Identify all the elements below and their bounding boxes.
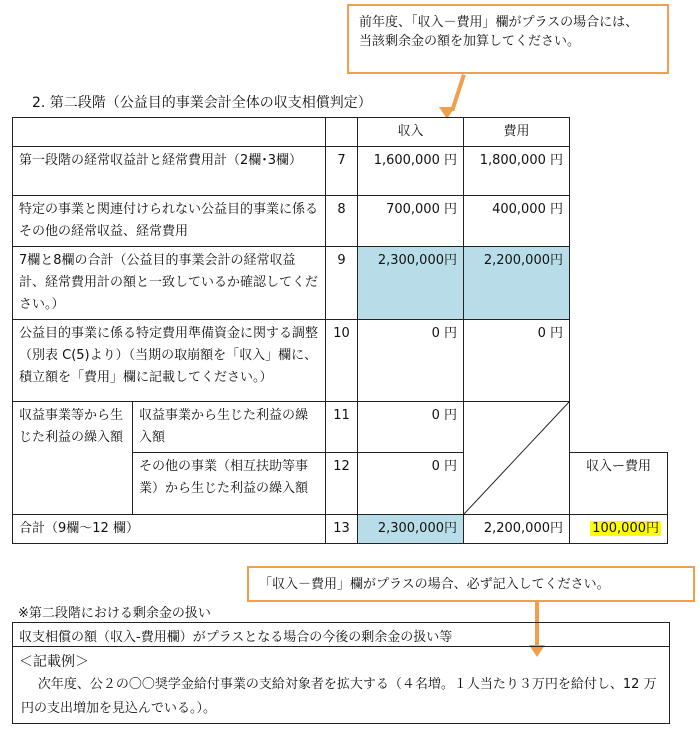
sub-row-label: その他の事業（相互扶助等事業）から生じた利益の繰入額 <box>133 453 326 515</box>
row-number: 8 <box>326 196 358 247</box>
row-number: 7 <box>326 147 358 196</box>
sub-row-label: 収益事業から生じた利益の繰入額 <box>133 402 326 453</box>
diagonal-line <box>464 402 569 514</box>
row-label: 特定の事業と関連付けられない公益目的事業に係るその他の経常収益、経常費用 <box>13 196 326 247</box>
total-income: 2,300,000円 <box>358 515 464 544</box>
expense-value: 2,200,000円 <box>464 247 570 320</box>
income-value: 700,000 円 <box>358 196 464 247</box>
row-number: 13 <box>326 515 358 544</box>
table-header-blank <box>13 118 326 147</box>
expense-value: 0 円 <box>464 320 570 402</box>
note-header: 収支相償の額（収入-費用欄）がプラスとなる場合の今後の剰余金の扱い等 <box>13 623 669 647</box>
callout-top-line2: 当該剰余金の額を加算してください。 <box>359 34 581 49</box>
total-diff: 100,000円 <box>592 521 659 536</box>
callout-bottom <box>247 566 695 602</box>
note-title: ※第二段階における剰余金の扱い <box>18 606 211 621</box>
section-heading: 2. 第二段階（公益目的事業会計全体の収支相償判定） <box>32 95 372 111</box>
row-label: 7欄と8欄の合計（公益目的事業会計の経常収益計、経常費用計の額と一致しているか確認してください。） <box>13 247 326 320</box>
table-header-num-blank <box>326 118 358 147</box>
row-label: 公益目的事業に係る特定費用準備資金に関する調整（別表 C(5)より）（当期の取崩額を「収入」欄に、積立額を「費用」欄に記載してください。） <box>13 320 326 402</box>
header-expense: 費用 <box>464 118 570 147</box>
header-income: 収入 <box>358 118 464 147</box>
row-number: 9 <box>326 247 358 320</box>
expense-value: 400,000 円 <box>464 196 570 247</box>
callout-top <box>347 4 669 74</box>
income-value: 0 円 <box>358 453 464 515</box>
total-expense: 2,200,000円 <box>464 515 570 544</box>
note-box <box>12 622 670 724</box>
row-number: 11 <box>326 402 358 453</box>
row-number: 12 <box>326 453 358 515</box>
income-value: 1,600,000 円 <box>358 147 464 196</box>
note-body: 次年度、公２の〇〇奨学金給付事業の支給対象者を拡大する（４名増。１人当たり３万円を給付し、12 万円の支出増加を見込んでいる。）。 <box>21 677 657 716</box>
row-label: 第一段階の経常収益計と経常費用計（2欄･3欄） <box>13 147 326 196</box>
expense-value: 1,800,000 円 <box>464 147 570 196</box>
callout-top-arrow <box>450 74 466 111</box>
note-example-label: ＜記載例＞ <box>19 654 89 670</box>
callout-bottom-text: 「収入－費用」欄がプラスの場合、必ず記入してください。 <box>259 577 610 592</box>
income-value: 0 円 <box>358 320 464 402</box>
income-value: 2,300,000円 <box>358 247 464 320</box>
callout-top-line1: 前年度、「収入－費用」欄がプラスの場合には、 <box>359 15 639 30</box>
expense-na-cell <box>464 402 570 515</box>
balance-table <box>12 117 668 544</box>
total-label: 合計（9欄～12 欄） <box>13 515 326 544</box>
header-diff: 収入ー費用 <box>570 453 668 515</box>
row-number: 10 <box>326 320 358 402</box>
income-value: 0 円 <box>358 402 464 453</box>
group-label: 収益事業等から生じた利益の繰入額 <box>13 402 133 515</box>
